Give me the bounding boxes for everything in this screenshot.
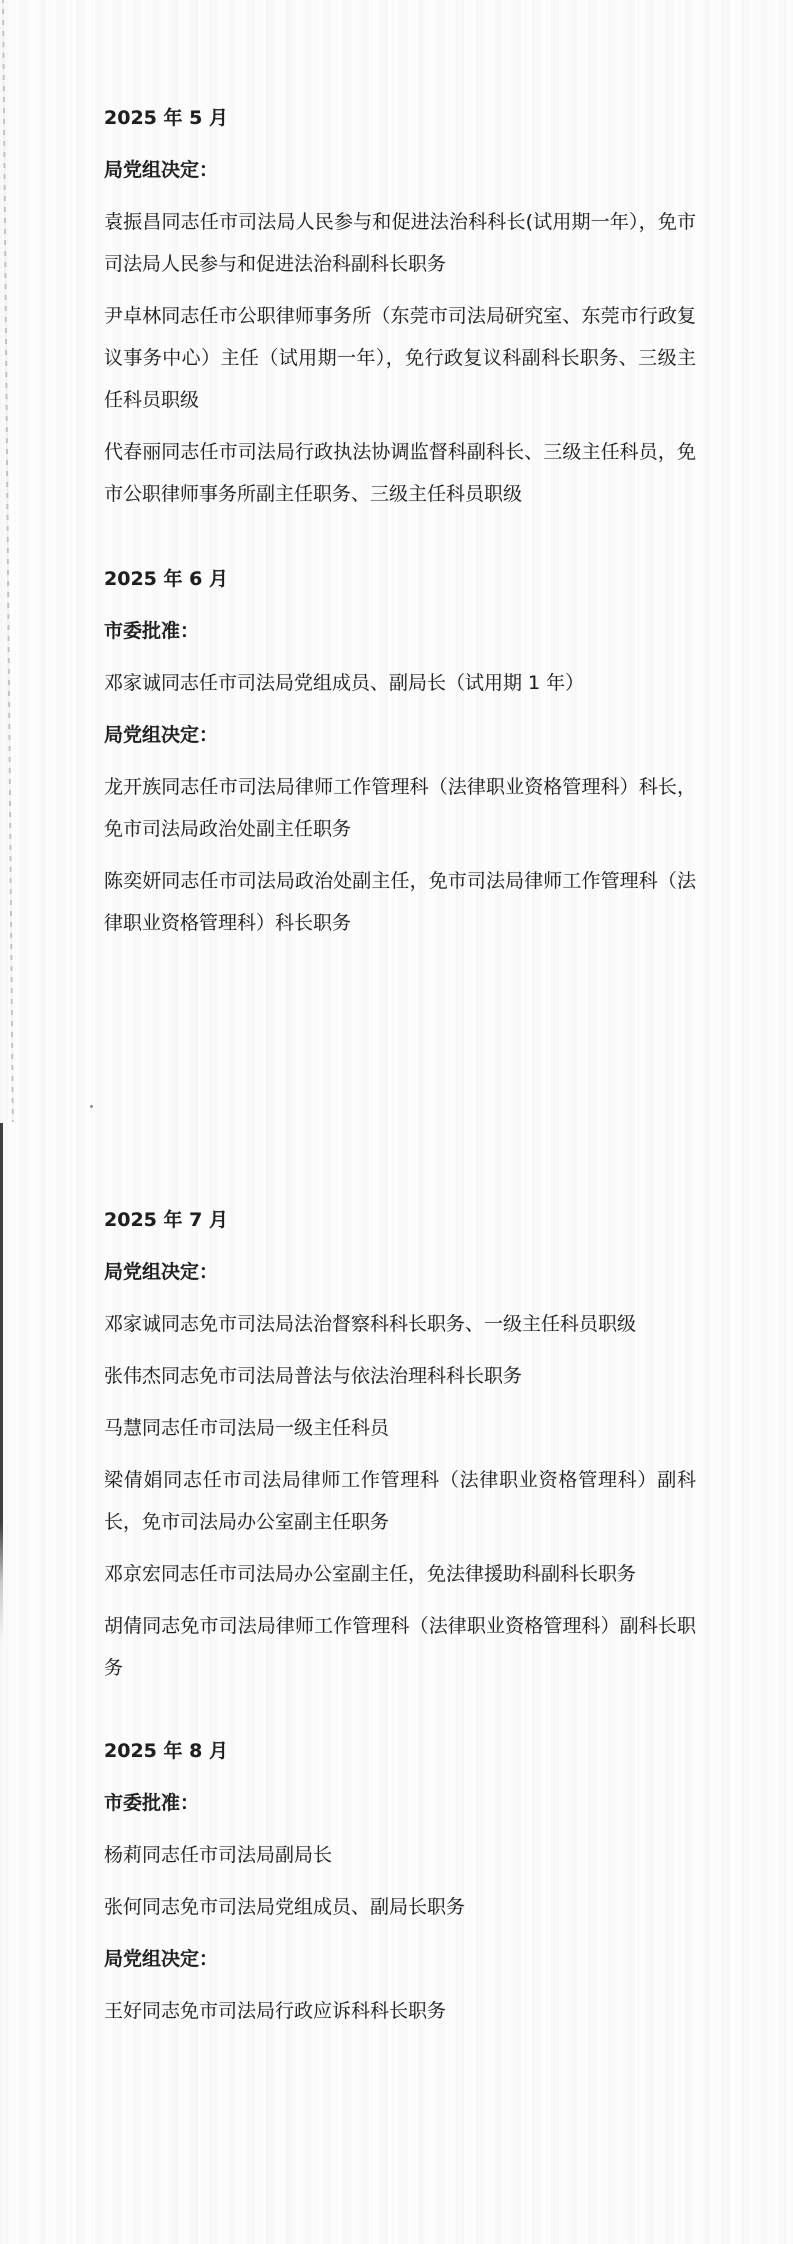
decision-label: 局党组决定：	[104, 1948, 219, 1970]
appointment-paragraph: 胡倩同志免市司法局律师工作管理科（法律职业资格管理科）副科长职务	[104, 1615, 696, 1679]
month-heading: 2025 年 5 月	[104, 107, 228, 129]
appointment-paragraph: 袁振昌同志任市司法局人民参与和促进法治科科长(试用期一年），免市司法局人民参与和促进法治科副科长职务	[104, 211, 696, 275]
appointment-paragraph: 梁倩娟同志任市司法局律师工作管理科（法律职业资格管理科）副科长，免市司法局办公室副主任职务	[104, 1469, 696, 1533]
appointment-paragraph: 尹卓林同志任市公职律师事务所（东莞市司法局研究室、东莞市行政复议事务中心）主任（试用期一年），免行政复议科副科长职务、三级主任科员职级	[104, 305, 696, 411]
scan-edge-artifact-dark	[0, 1123, 3, 1643]
month-heading: 2025 年 7 月	[104, 1209, 228, 1231]
decision-label: 局党组决定：	[104, 724, 219, 746]
appointment-paragraph: 马慧同志任市司法局一级主任科员	[104, 1417, 390, 1439]
appointment-paragraph: 杨莉同志任市司法局副局长	[104, 1844, 333, 1866]
appointment-paragraph: 邓家诚同志任市司法局党组成员、副局长（试用期 1 年）	[104, 672, 585, 694]
month-section	[104, 558, 696, 944]
scan-speck	[90, 1105, 93, 1108]
month-section	[104, 1199, 696, 1689]
decision-label: 市委批准：	[104, 1792, 200, 1814]
appointment-paragraph: 陈奕妍同志任市司法局政治处副主任，免市司法局律师工作管理科（法律职业资格管理科）科长职务	[104, 870, 696, 934]
appointment-paragraph: 张何同志免市司法局党组成员、副局长职务	[104, 1896, 466, 1918]
appointment-paragraph: 王好同志免市司法局行政应诉科科长职务	[104, 2000, 447, 2022]
decision-label: 市委批准：	[104, 620, 200, 642]
appointment-paragraph: 邓京宏同志任市司法局办公室副主任，免法律援助科副科长职务	[104, 1563, 637, 1585]
month-section	[104, 1730, 696, 2032]
month-section	[104, 97, 696, 515]
appointment-paragraph: 代春丽同志任市司法局行政执法协调监督科副科长、三级主任科员，免市公职律师事务所副主任职务、三级主任科员职级	[104, 441, 696, 505]
decision-label: 局党组决定：	[104, 159, 219, 181]
month-heading: 2025 年 6 月	[104, 568, 228, 590]
appointment-paragraph: 邓家诚同志免市司法局法治督察科科长职务、一级主任科员职级	[104, 1313, 637, 1335]
month-heading: 2025 年 8 月	[104, 1740, 228, 1762]
appointment-paragraph: 张伟杰同志免市司法局普法与依法治理科科长职务	[104, 1365, 523, 1387]
appointment-paragraph: 龙开族同志任市司法局律师工作管理科（法律职业资格管理科）科长，免市司法局政治处副主任职务	[104, 776, 696, 840]
decision-label: 局党组决定：	[104, 1261, 219, 1283]
